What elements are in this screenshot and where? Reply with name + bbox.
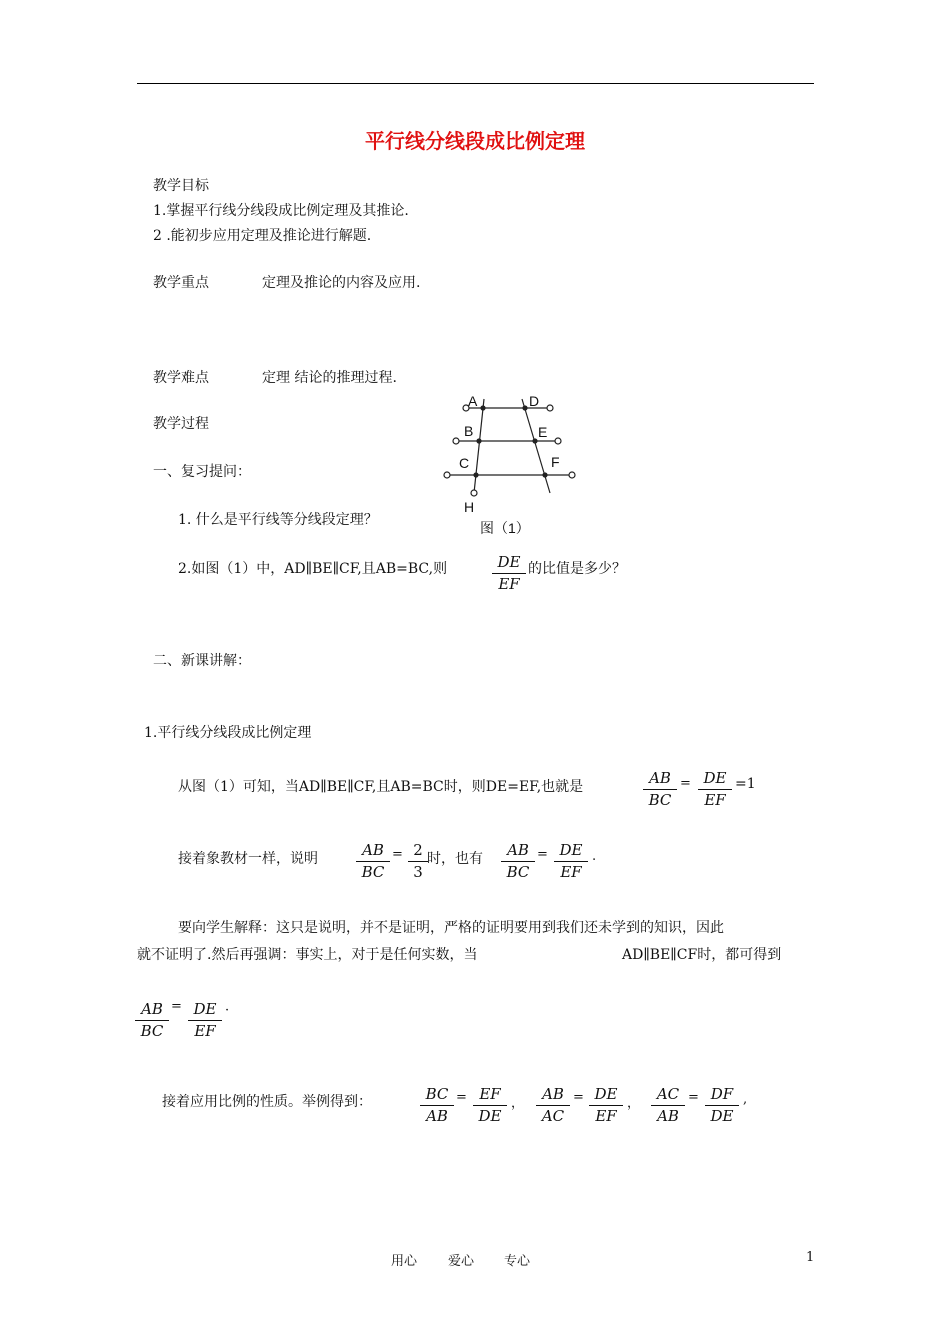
denominator: EF xyxy=(498,575,520,593)
equals-sign: = xyxy=(392,847,403,862)
paragraph-4: 接着应用比例的性质。举例得到： xyxy=(162,1094,372,1110)
label-f: F xyxy=(551,454,560,470)
footer-text-1: 用心 xyxy=(391,1254,418,1269)
equals-sign: = xyxy=(680,776,691,791)
fraction-two-thirds xyxy=(408,843,428,880)
numerator: AB xyxy=(643,771,677,790)
label-h: H xyxy=(464,499,475,515)
label-b: B xyxy=(464,423,474,439)
comma: ， xyxy=(627,1096,641,1111)
numerator: AB xyxy=(356,843,390,862)
paragraph-3-line-2: 就不证明了.然后再强调：事实上，对于是任何实数，当 xyxy=(137,947,478,963)
paragraph-3-line-1: 要向学生解释：这只是说明，并不是证明，严格的证明要用到我们还未学到的知识，因此 xyxy=(178,920,724,936)
question-2-text: 2.如图（1）中，AD∥BE∥CF,且AB=BC,则 xyxy=(178,561,448,577)
point-e xyxy=(532,438,537,443)
footer-text-2: 爱心 xyxy=(448,1254,475,1269)
denominator: EF xyxy=(704,791,726,809)
objective-2: 2 .能初步应用定理及推论进行解题. xyxy=(153,228,372,244)
denominator: AC xyxy=(541,1107,565,1125)
equals-sign: = xyxy=(688,1090,699,1105)
fraction-ab-bc xyxy=(501,843,535,880)
point-a xyxy=(480,405,485,410)
point-b xyxy=(476,438,481,443)
numerator: DE xyxy=(492,555,526,574)
numerator: DF xyxy=(705,1087,739,1106)
endpoint xyxy=(444,472,450,478)
section-2-heading: 二、新课讲解： xyxy=(153,653,251,669)
paragraph-1-tail: =1 xyxy=(735,776,756,792)
numerator: AB xyxy=(501,843,535,862)
focus-text: 定理及推论的内容及应用. xyxy=(262,275,421,291)
figure-caption: 图（1） xyxy=(480,520,530,536)
theorem-heading: 1.平行线分线段成比例定理 xyxy=(144,725,312,741)
endpoint xyxy=(569,472,575,478)
header-rule xyxy=(137,83,814,84)
endpoint xyxy=(547,405,553,411)
paragraph-1: 从图（1）可知，当AD∥BE∥CF,且AB=BC时，则DE=EF,也就是 xyxy=(178,779,584,795)
transversal-left xyxy=(474,399,484,493)
denominator: EF xyxy=(560,863,582,881)
focus-label: 教学重点 xyxy=(153,275,209,291)
dot: · xyxy=(225,1003,230,1018)
fraction-ac-ab xyxy=(651,1087,685,1124)
denominator: BC xyxy=(506,863,530,881)
figure-1-diagram xyxy=(440,388,580,538)
denominator: AB xyxy=(426,1107,448,1125)
label-c: C xyxy=(459,455,470,471)
section-1-heading: 一、复习提问： xyxy=(153,464,251,480)
numerator: 2 xyxy=(408,843,428,862)
numerator: DE xyxy=(554,843,588,862)
numerator: AC xyxy=(651,1087,685,1106)
equals-sign: = xyxy=(537,847,548,862)
denominator: EF xyxy=(194,1022,216,1040)
point-d xyxy=(522,405,527,410)
process-heading: 教学过程 xyxy=(153,416,209,432)
label-e: E xyxy=(538,424,548,440)
comma: , xyxy=(743,1092,748,1107)
fraction-de-ef xyxy=(492,555,526,592)
question-2-tail: 的比值是多少？ xyxy=(528,561,626,577)
transversal-right xyxy=(522,399,550,493)
period: . xyxy=(592,849,597,864)
equals-sign: = xyxy=(456,1090,467,1105)
objectives-heading: 教学目标 xyxy=(153,178,209,194)
numerator: DE xyxy=(698,771,732,790)
numerator: AB xyxy=(536,1087,570,1106)
comma: ， xyxy=(511,1096,525,1111)
denominator: DE xyxy=(710,1107,734,1125)
fraction-df-de xyxy=(705,1087,739,1124)
paragraph-2-mid: 时，也有 xyxy=(427,851,483,867)
label-d: D xyxy=(529,393,540,409)
difficulty-text: 定理 结论的推理过程. xyxy=(262,370,397,386)
fraction-ab-bc xyxy=(643,771,677,808)
denominator: DE xyxy=(478,1107,502,1125)
fraction-de-ef xyxy=(554,843,588,880)
endpoint xyxy=(453,438,459,444)
paragraph-3-line-2b: AD∥BE∥CF时，都可得到 xyxy=(622,947,782,963)
objective-1: 1.掌握平行线分线段成比例定理及其推论. xyxy=(153,203,409,219)
fraction-ab-bc xyxy=(356,843,390,880)
numerator: BC xyxy=(420,1087,454,1106)
fraction-de-ef xyxy=(589,1087,623,1124)
denominator: AB xyxy=(657,1107,679,1125)
endpoint xyxy=(471,490,477,496)
denominator: BC xyxy=(361,863,385,881)
fraction-ab-ac xyxy=(536,1087,570,1124)
equals-sign: = xyxy=(573,1090,584,1105)
page-number: 1 xyxy=(806,1250,815,1265)
denominator: EF xyxy=(595,1107,617,1125)
fraction-ab-bc xyxy=(135,1002,169,1039)
endpoint xyxy=(555,438,561,444)
denominator: BC xyxy=(648,791,672,809)
footer-text-3: 专心 xyxy=(504,1254,531,1269)
fraction-de-ef xyxy=(698,771,732,808)
question-1: 1. 什么是平行线等分线段定理？ xyxy=(178,512,378,528)
point-f xyxy=(542,472,547,477)
denominator: 3 xyxy=(413,863,423,881)
numerator: DE xyxy=(188,1002,222,1021)
equals-sign: = xyxy=(171,999,182,1014)
difficulty-label: 教学难点 xyxy=(153,370,209,386)
paragraph-2: 接着象教材一样，说明 xyxy=(178,851,318,867)
fraction-de-ef xyxy=(188,1002,222,1039)
fraction-bc-ab xyxy=(420,1087,454,1124)
page-title: 平行线分线段成比例定理 xyxy=(365,129,585,153)
numerator: DE xyxy=(589,1087,623,1106)
label-a: A xyxy=(468,393,478,409)
denominator: BC xyxy=(140,1022,164,1040)
point-c xyxy=(473,472,478,477)
numerator: EF xyxy=(473,1087,507,1106)
numerator: AB xyxy=(135,1002,169,1021)
fraction-ef-de xyxy=(473,1087,507,1124)
